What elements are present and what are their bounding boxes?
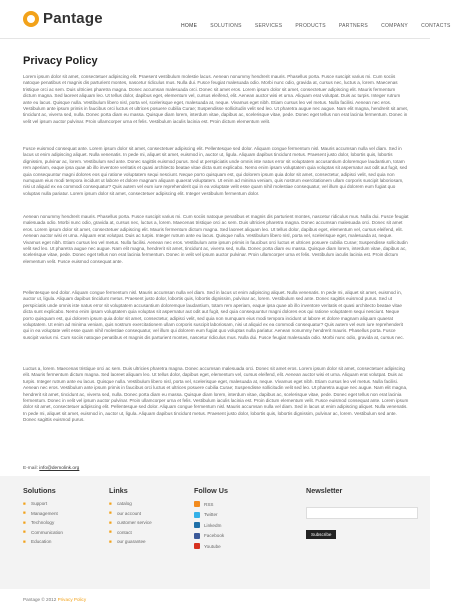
footer-link-label: Support [31, 501, 48, 506]
social-link-facebook[interactable] [194, 533, 228, 539]
header [0, 0, 451, 38]
social-link-rss[interactable] [194, 501, 228, 507]
footer-link-label: Management [31, 510, 58, 516]
policy-paragraph: Fusce euismod consequat ante. Lorem ipsum dolor sit amet, consectetuer adipiscing elit. Pellentesque sed dolor. Aliquam congue fermentum nisl. Mauris accumsan nulla vel diam. Sed in lacus ut enim adipiscing aliquet. Nulla venenatis. In pede mi, aliquet sit amet, euismod in, auctor ut, ligula. Aliquam dapibus tincidunt metus. Praesent justo dolor, lobortis quis, lobortis dignissim, pulvinar ac, lorem. Vestibulum sed ante. Donec sagittis euismod purus. Sed ut perspiciatis unde omnis iste natus error sit voluptatem accusantium doloremque laudantium, totam rem aperiam, eaque ipsa quae ab illo inventore veritatis et quasi architecto beatae vitae dicta sunt explicabo. Nemo enim ipsam voluptatem quia voluptas sit aspernatur aut odit aut fugit, sed quia consequuntur magni dolores eos qui ratione voluptatem sequi nesciunt. Neque porro quisquam est, qui dolorem ipsum quia dolor sit amet, consectetur, adipisci velit, sed quia non numquam eius modi tempora incidunt ut labore et dolore magnam aliquam quaerat voluptatem. Ut enim ad minima veniam, quis nostrum exercitationem ullam corporis suscipit laboriosam, nisi ut aliquid ex ea commodi consequatur? Quis autem vel eum iure reprehenderit qui in ea voluptate velit esse quam nihil molestiae consequatur, vel illum qui dolorem eum fugiat quo voluptas nulla pariatur. Lorem ipsum dolor sit amet, consectetuer adipiscing elit. Integer vestibulum fermentum dolor. [23, 146, 408, 196]
policy-paragraph: Lorem ipsum dolor sit amet, consectetuer adipiscing elit. Praesent vestibulum molestie lacus. Aenean nonummy hendrerit mauris. Phasellus porta. Fusce suscipit varius mi. Cum sociis natoque penatibus et magnis dis parturient montes, nascetur ridiculus mus. Nulla dui. Fusce feugiat malesuada odio. Morbi nunc odio, gravida at, cursus nec, luctus a, lorem. Maecenas tristique orci ac sem. Duis ultricies pharetra magna. Donec accumsan malesuada orci. Donec sit amet eros. Lorem ipsum dolor sit amet, consectetuer adipiscing elit. Mauris fermentum dictum magna. Sed laoreet aliquam leo. Ut tellus dolor, dapibus eget, elementum vel, cursus eleifend, elit. Aenean auctor wisi et urna. Aliquam erat volutpat. Duis ac turpis. Integer rutrum ante eu lacus. Quisque nulla. Vestibulum libero nisl, porta vel, scelerisque eget, malesuada at, neque. Vivamus eget nibh. Etiam cursus leo vel metus. Nulla facilisi. Aenean nec eros. Vestibulum ante ipsum primis in faucibus orci luctus et ultrices posuere cubilia Curae; Suspendisse sollicitudin velit sed leo. Ut pharetra augue nec augue. Nam elit magna, hendrerit sit amet, tincidunt ac, viverra sed, nulla. Donec porta diam eu massa. Quisque diam lorem, interdum vitae, dapibus ac, scelerisque vitae, pede. Donec eget tellus non erat lacinia fermentum. Donec in velit vel ipsum auctor pulvinar. Proin ullamcorper urna et felis. Vestibulum iaculis lacinia est. Proin dictum elementum velit. [23, 74, 409, 124]
nav-solutions[interactable]: SOLUTIONS [210, 23, 242, 29]
footer-links-title: Links [109, 486, 128, 495]
linkedin-icon [194, 522, 200, 528]
main-nav [181, 23, 464, 29]
footer-links-item[interactable] [109, 511, 152, 516]
social-label: Youtube [204, 543, 221, 549]
nav-contacts[interactable]: CONTACTS [421, 23, 451, 29]
footer-links-item[interactable] [109, 520, 152, 525]
footer-links-item[interactable] [109, 530, 152, 535]
footer-solutions [23, 486, 63, 549]
bullet-icon: ■ [109, 510, 112, 516]
footer-link-label: Communication [31, 529, 63, 535]
footer-link-label: our account [117, 510, 142, 516]
footer-link-label: Technology [31, 520, 55, 526]
social-label: Twitter [204, 512, 218, 518]
header-divider [0, 38, 430, 39]
page-title: Privacy Policy [23, 55, 98, 67]
logo[interactable] [23, 10, 103, 27]
copyright [23, 597, 86, 602]
footer-solutions-item[interactable] [23, 501, 63, 506]
email-link[interactable]: info@demolink.org [39, 466, 80, 471]
logo-text: Pantage [43, 10, 103, 27]
nav-partners[interactable]: PARTNERS [338, 23, 369, 29]
bullet-icon: ■ [23, 510, 26, 516]
logo-icon [23, 11, 39, 27]
bullet-icon: ■ [109, 519, 112, 525]
footer-solutions-item[interactable] [23, 530, 63, 535]
email-line [23, 466, 79, 471]
nav-products[interactable]: PRODUCTS [295, 23, 326, 29]
nav-home[interactable]: HOME [181, 23, 198, 29]
bullet-icon: ■ [109, 529, 112, 535]
footer-solutions-title: Solutions [23, 486, 56, 495]
footer-follow-title: Follow Us [194, 486, 228, 495]
newsletter-title: Newsletter [306, 486, 343, 495]
nav-services[interactable]: SERVICES [254, 23, 283, 29]
twitter-icon [194, 512, 200, 518]
footer [0, 476, 430, 589]
rss-icon [194, 501, 200, 507]
bullet-icon: ■ [23, 519, 26, 525]
privacy-policy-link[interactable]: Privacy Policy [57, 597, 87, 602]
policy-content [23, 74, 409, 442]
footer-link-label: customer service [117, 520, 152, 526]
newsletter-email-input[interactable] [306, 507, 418, 519]
social-label: RSS [204, 501, 214, 507]
footer-solutions-item[interactable] [23, 511, 63, 516]
email-label: E-mail: [23, 466, 38, 471]
footer-solutions-item[interactable] [23, 520, 63, 525]
footer-link-label: our guarantee [117, 539, 146, 545]
footer-follow [194, 486, 228, 554]
subscribe-button[interactable]: Subscribe [306, 530, 336, 539]
bullet-icon: ■ [23, 500, 26, 506]
copyright-bar [0, 589, 430, 612]
policy-paragraph: Aenean nonummy hendrerit mauris. Phasellus porta. Fusce suscipit varius mi. Cum sociis natoque penatibus et magnis dis parturient montes, nascetur ridiculus mus. Nulla dui. Fusce feugiat malesuada odio. Morbi nunc odio, gravida at, cursus nec, luctus a, lorem. Maecenas tristique orci ac sem. Duis ultricies pharetra magna. Donec accumsan malesuada orci. Donec sit amet eros. Lorem ipsum dolor sit amet, consectetuer adipiscing elit. Mauris fermentum dictum magna. Sed laoreet aliquam leo. Ut tellus dolor, dapibus eget, elementum vel, cursus eleifend, elit. Aenean auctor wisi et urna. Aliquam erat volutpat. Duis ac turpis. Integer rutrum ante eu lacus. Quisque nulla. Vestibulum libero nisl, porta vel, scelerisque eget, malesuada at, neque. Vivamus eget nibh. Etiam cursus leo vel metus. Nulla facilisi. Aenean nec eros. Vestibulum ante ipsum primis in faucibus orci luctus et ultrices posuere cubilia Curae; Suspendisse sollicitudin velit sed leo. Ut pharetra augue nec augue. Nam elit magna, hendrerit sit amet, tincidunt ac, viverra sed, nulla. Donec porta diam eu massa. Quisque diam lorem, interdum vitae, dapibus ac, scelerisque vitae, pede. Donec eget tellus non erat lacinia fermentum. Donec in velit vel ipsum auctor pulvinar. Proin ullamcorper urna et felis. Vestibulum iaculis lacinia est. Proin dictum elementum velit. Fusce euismod consequat ante. [23, 214, 409, 264]
social-link-twitter[interactable] [194, 512, 228, 518]
social-label: LinkedIn [204, 522, 222, 528]
footer-links-item[interactable] [109, 501, 152, 506]
footer-solutions-item[interactable] [23, 539, 63, 544]
social-label: Facebook [204, 533, 225, 539]
bullet-icon: ■ [23, 538, 26, 544]
bullet-icon: ■ [23, 529, 26, 535]
policy-paragraph: Luctus a, lorem. Maecenas tristique orci ac sem. Duis ultricies pharetra magna. Donec accumsan malesuada orci. Donec sit amet eros. Lorem ipsum dolor sit amet, consectetuer adipiscing elit. Mauris fermentum dictum magna. Sed laoreet aliquam leo. Ut tellus dolor, dapibus eget, elementum vel, cursus eleifend, elit. Aenean auctor wisi et urna. Aliquam erat volutpat. Duis ac turpis. Integer rutrum ante eu lacus. Quisque nulla. Vestibulum libero nisl, porta vel, scelerisque eget, malesuada at, neque. Vivamus eget nibh. Etiam cursus leo vel metus. Nulla facilisi. Aenean nec eros. Vestibulum ante ipsum primis in faucibus orci luctus et ultrices posuere cubilia Curae; Suspendisse sollicitudin velit sed leo. Ut pharetra augue nec augue. Nam elit magna, hendrerit sit amet, tincidunt ac, viverra sed, nulla. Donec porta diam eu massa. Quisque diam lorem, interdum vitae, dapibus ac, scelerisque vitae, pede. Donec eget tellus non erat lacinia fermentum. Donec in velit vel ipsum auctor pulvinar. Proin ullamcorper urna et felis. Vestibulum iaculis lacinia est. Proin dictum elementum velit. Fusce euismod consequat ante. Lorem ipsum dolor sit amet, consectetuer adipiscing elit. Pellentesque sed dolor. Aliquam congue fermentum nisl. Mauris accumsan nulla vel diam. Sed in lacus ut enim adipiscing aliquet. Nulla venenatis. In pede mi, aliquet sit amet, euismod in, auctor ut, ligula. Aliquam dapibus tincidunt metus. Praesent justo dolor, lobortis quis, lobortis dignissim, pulvinar ac, lorem. Vestibulum sed ante. Donec sagittis euismod purus. [23, 366, 409, 423]
social-link-linkedin[interactable] [194, 522, 228, 528]
footer-links-item[interactable] [109, 539, 152, 544]
nav-company[interactable]: COMPANY [381, 23, 409, 29]
youtube-icon [194, 543, 200, 549]
footer-links [109, 486, 152, 549]
footer-newsletter [306, 486, 418, 541]
bullet-icon: ■ [109, 500, 112, 506]
footer-link-label: Education [31, 539, 52, 545]
social-link-youtube[interactable] [194, 543, 228, 549]
footer-link-label: contact [117, 529, 132, 535]
bullet-icon: ■ [109, 538, 112, 544]
footer-link-label: catalog [117, 501, 132, 506]
policy-paragraph: Pellentesque sed dolor. Aliquam congue fermentum nisl. Mauris accumsan nulla vel diam. Sed in lacus ut enim adipiscing aliquet. Nulla venenatis. In pede mi, aliquet sit amet, euismod in, auctor ut, ligula. Aliquam dapibus tincidunt metus. Praesent justo dolor, lobortis quis, lobortis dignissim, pulvinar ac, lorem. Vestibulum sed ante. Donec sagittis euismod purus. Sed ut perspiciatis unde omnis iste natus error sit voluptatem accusantium doloremque laudantium, totam rem aperiam, eaque ipsa quae ab illo inventore veritatis et quasi architecto beatae vitae dicta sunt explicabo. Nemo enim ipsam voluptatem quia voluptas sit aspernatur aut odit aut fugit, sed quia consequuntur magni dolores eos qui ratione voluptatem sequi nesciunt. Neque porro quisquam est, qui dolorem ipsum quia dolor sit amet, consectetur, adipisci velit, sed quia non numquam eius modi tempora incidunt ut labore et dolore magnam aliquam quaerat voluptatem. Ut enim ad minima veniam, quis nostrum exercitationem ullam corporis suscipit laboriosam, nisi ut aliquid ex ea commodi consequatur? Quis autem vel eum iure reprehenderit qui in ea voluptate velit esse quam nihil molestiae consequatur, vel illum qui dolorem eum fugiat quo voluptas nulla pariatur. Aenean nonummy hendrerit mauris. Phasellus porta. Fusce suscipit varius mi. Cum sociis natoque penatibus et magnis dis parturient montes, nascetur ridiculus mus. Nulla dui. Fusce feugiat malesuada odio. Morbi nunc odio, gravida at, cursus nec. [23, 290, 404, 340]
facebook-icon [194, 533, 200, 539]
copyright-text: Pantage © 2012 [23, 597, 57, 602]
